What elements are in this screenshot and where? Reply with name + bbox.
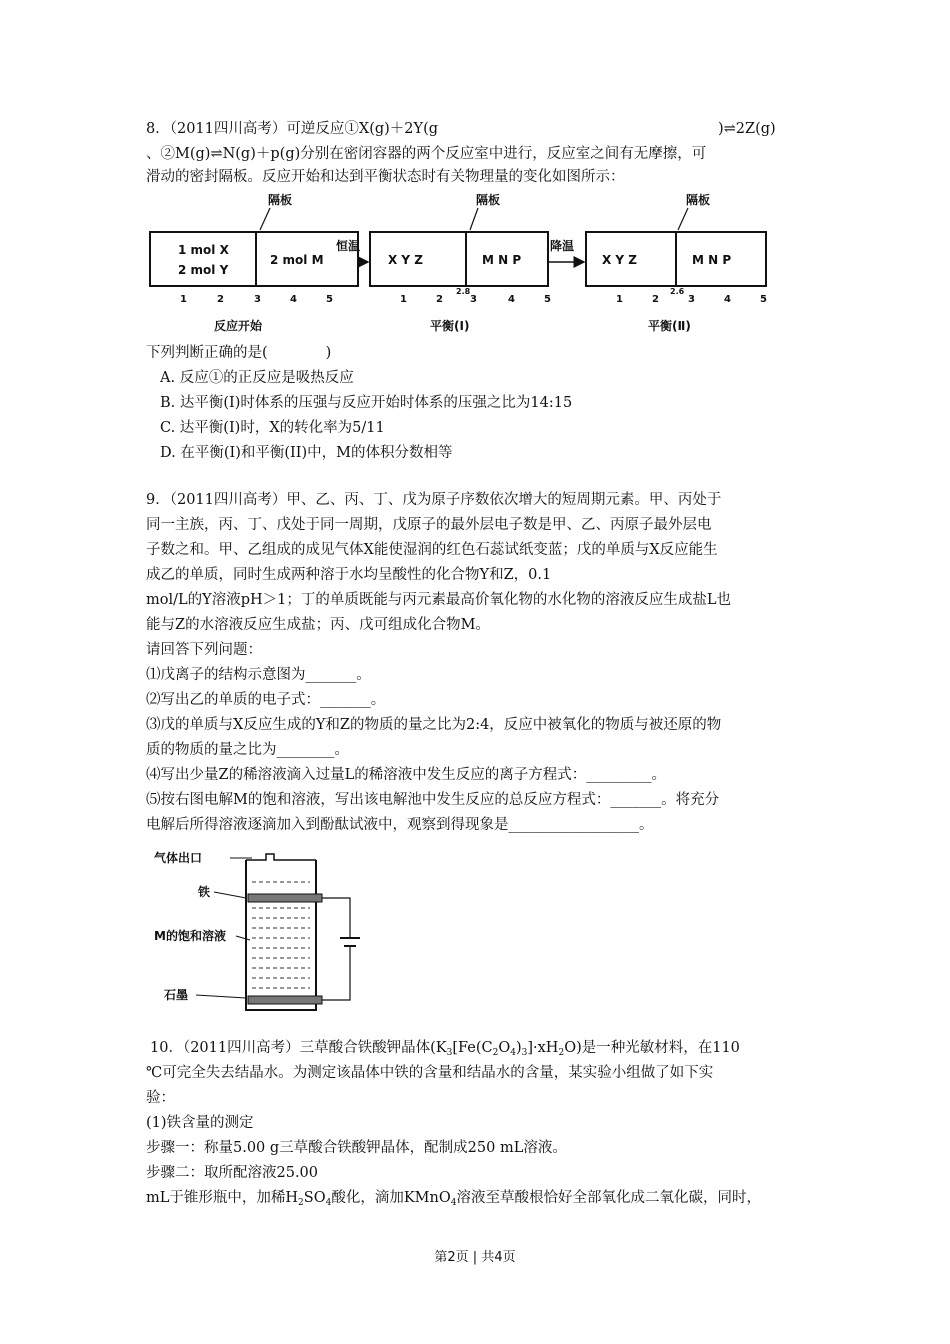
wire-bottom <box>322 946 350 1000</box>
iron-pointer <box>214 892 246 898</box>
q8-option-b: B. 达平衡(I)时体系的压强与反应开始时体系的压强之比为14:15 <box>160 395 573 411</box>
divider-pointer-3 <box>678 208 688 230</box>
reaction-start-box <box>150 232 361 286</box>
arrow-2-label: 降温 <box>550 239 575 253</box>
q10-line4: (1)铁含量的测定 <box>146 1115 254 1131</box>
q9-line2: 同一主族，丙、丁、戊处于同一周期，戊原子的最外层电子数是甲、乙、丙原子最外层电 <box>146 517 712 533</box>
q9-line3: 子数之和。甲、乙组成的成见气体X能使湿润的红色石蕊试纸变蓝；戊的单质与X反应能生 <box>146 542 718 558</box>
caption-eq1: 平衡(Ⅰ) <box>430 319 470 333</box>
q10-l1-sub: 4 <box>510 1048 516 1058</box>
q8-line1-start: 8．（2011四川高考）可逆反应①X(g)＋2Y(g <box>146 121 439 137</box>
q8-option-d: D. 在平衡(I)和平衡(II)中，M的体积分数相等 <box>160 445 453 461</box>
tick: 5 <box>760 294 767 305</box>
q10-l1-sub: 2 <box>558 1048 565 1058</box>
q9-line1: 9．（2011四川高考）甲、乙、丙、丁、戊为原子序数依次增大的短周期元素。甲、丙处于 <box>146 492 722 508</box>
tick: 2 <box>436 294 443 305</box>
q10-l1-f: O)是一种光敏材料，在110 <box>564 1040 740 1056</box>
q10-l7-d: 溶液至草酸根恰好全部氧化成二氧化碳，同时， <box>456 1190 761 1206</box>
q10-l7-a: mL于锥形瓶中，加稀H <box>146 1190 299 1206</box>
graphite-electrode <box>248 996 322 1004</box>
q9-part4: ⑷写出少量Z的稀溶液滴入过量L的稀溶液中发生反应的离子方程式：_________。 <box>146 767 666 783</box>
tick: 5 <box>326 294 333 305</box>
tick: 3 <box>254 294 261 305</box>
q8-option-c: C. 达平衡(I)时，X的转化率为5/11 <box>160 420 385 436</box>
caption-eq2: 平衡(Ⅱ) <box>648 319 691 333</box>
q10-line5: 步骤一：称量5.00 g三草酸合铁酸钾晶体，配制成250 mL溶液。 <box>146 1140 567 1156</box>
tick: 4 <box>508 294 515 305</box>
iron-label: 铁 <box>198 885 211 899</box>
tick: 1 <box>180 294 187 305</box>
q9-part3a: ⑶戊的单质与X反应生成的Y和Z的物质的量之比为2:4，反应中被氧化的物质与被还原的物 <box>146 717 722 733</box>
q10-l7-b: SO <box>303 1190 326 1206</box>
q8-line1-end: )⇌2Z(g) <box>718 121 776 137</box>
cell-lid <box>246 854 316 860</box>
divider-label-2: 隔板 <box>476 193 501 207</box>
q10-line7 <box>146 1188 761 1213</box>
graphite-pointer <box>196 995 246 998</box>
tick-2-8: 2.8 <box>456 287 471 296</box>
q10-l1-b: [Fe(C <box>452 1040 493 1056</box>
electrolysis-figure <box>150 846 380 1016</box>
tick: 1 <box>616 294 623 305</box>
q10-l1-sub: 2 <box>492 1048 499 1058</box>
wire-top <box>322 898 350 938</box>
q10-l1-d: ) <box>515 1040 522 1056</box>
start-right: 2 mol M <box>270 253 324 267</box>
tick: 3 <box>470 294 477 305</box>
q9-line4: 成乙的单质，同时生成两种溶于水均呈酸性的化合物Y和Z，0.1 <box>146 567 552 583</box>
start-left-l2: 2 mol Y <box>178 263 229 277</box>
eq2-mnp: M N P <box>692 253 732 267</box>
q10-line3: 验： <box>146 1090 175 1106</box>
q8-diagram <box>140 190 780 345</box>
q9-part5b: 电解后所得溶液逐滴加入到酚酞试液中，观察到得现象是__________________。 <box>146 817 654 833</box>
tick: 5 <box>544 294 551 305</box>
iron-electrode <box>248 894 322 902</box>
caption-start: 反应开始 <box>214 319 263 333</box>
tick: 3 <box>688 294 695 305</box>
solution-label: M的饱和溶液 <box>154 929 226 943</box>
q10-l1-sub: 3 <box>521 1048 528 1058</box>
tick: 2 <box>652 294 659 305</box>
gas-outlet-label: 气体出口 <box>154 851 203 865</box>
eq2-xyz: X Y Z <box>602 253 637 267</box>
eq1-mnp: M N P <box>482 253 522 267</box>
q8-line1 <box>146 119 811 139</box>
q10-line2: ℃可完全失去结晶水。为测定该晶体中铁的含量和结晶水的含量，某实验小组做了如下实 <box>146 1065 714 1081</box>
q9-line6: 能与Z的水溶液反应生成盐；丙、戊可组成化合物M。 <box>146 617 490 633</box>
eq1-xyz: X Y Z <box>388 253 423 267</box>
q10-l1-sub: 3 <box>446 1048 453 1058</box>
tick: 4 <box>724 294 731 305</box>
divider-label-1: 隔板 <box>268 193 293 207</box>
q9-line7: 请回答下列问题： <box>146 642 262 658</box>
q9-part5a: ⑸按右图电解M的饱和溶液，写出该电解池中发生反应的总反应方程式：_______。将充分 <box>146 792 720 808</box>
tick: 1 <box>400 294 407 305</box>
q9-part3b: 质的物质的量之比为________。 <box>146 742 349 758</box>
q10-l1-c: O <box>498 1040 511 1056</box>
solution-pointer <box>236 936 250 940</box>
q10-l7-sub: 4 <box>325 1198 332 1208</box>
tick-2-6: 2.6 <box>670 287 685 296</box>
page-footer: 第2页 | 共4页 <box>434 1250 516 1265</box>
q10-line1 <box>150 1038 740 1063</box>
tick: 4 <box>290 294 297 305</box>
graphite-label: 石墨 <box>164 988 189 1002</box>
q10-l7-c: 酸化，滴加KMnO <box>331 1190 451 1206</box>
tick: 2 <box>217 294 224 305</box>
q10-l1-a: 10．（2011四川高考）三草酸合铁酸钾晶体(K <box>150 1040 447 1056</box>
divider-pointer-2 <box>470 208 478 230</box>
arrow-1-label: 恒温 <box>336 239 361 253</box>
q8-option-a: A. 反应①的正反应是吸热反应 <box>160 370 354 386</box>
q9-part1: ⑴戊离子的结构示意图为_______。 <box>146 667 371 683</box>
q8-line2: 、②M(g)⇌N(g)＋p(g)分别在密闭容器的两个反应室中进行，反应室之间有无摩擦，可 <box>146 146 707 162</box>
q10-l1-e: ]·xH <box>527 1040 559 1056</box>
q8-line3: 滑动的密封隔板。反应开始和达到平衡状态时有关物理量的变化如图所示： <box>146 169 625 185</box>
q9-part2: ⑵写出乙的单质的电子式：_______。 <box>146 692 386 708</box>
q10-l7-sub: 4 <box>450 1198 457 1208</box>
q10-l7-sub: 2 <box>298 1198 304 1208</box>
divider-label-3: 隔板 <box>686 193 711 207</box>
start-left-l1: 1 mol X <box>178 243 229 257</box>
q8-question: 下列判断正确的是( ) <box>146 345 332 361</box>
divider-pointer-1 <box>260 208 270 230</box>
q9-line5: mol/L的Y溶液pH＞1；丁的单质既能与丙元素最高价氧化物的水化物的溶液反应生成盐L也 <box>146 592 731 608</box>
q10-line6: 步骤二：取所配溶液25.00 <box>146 1165 319 1181</box>
